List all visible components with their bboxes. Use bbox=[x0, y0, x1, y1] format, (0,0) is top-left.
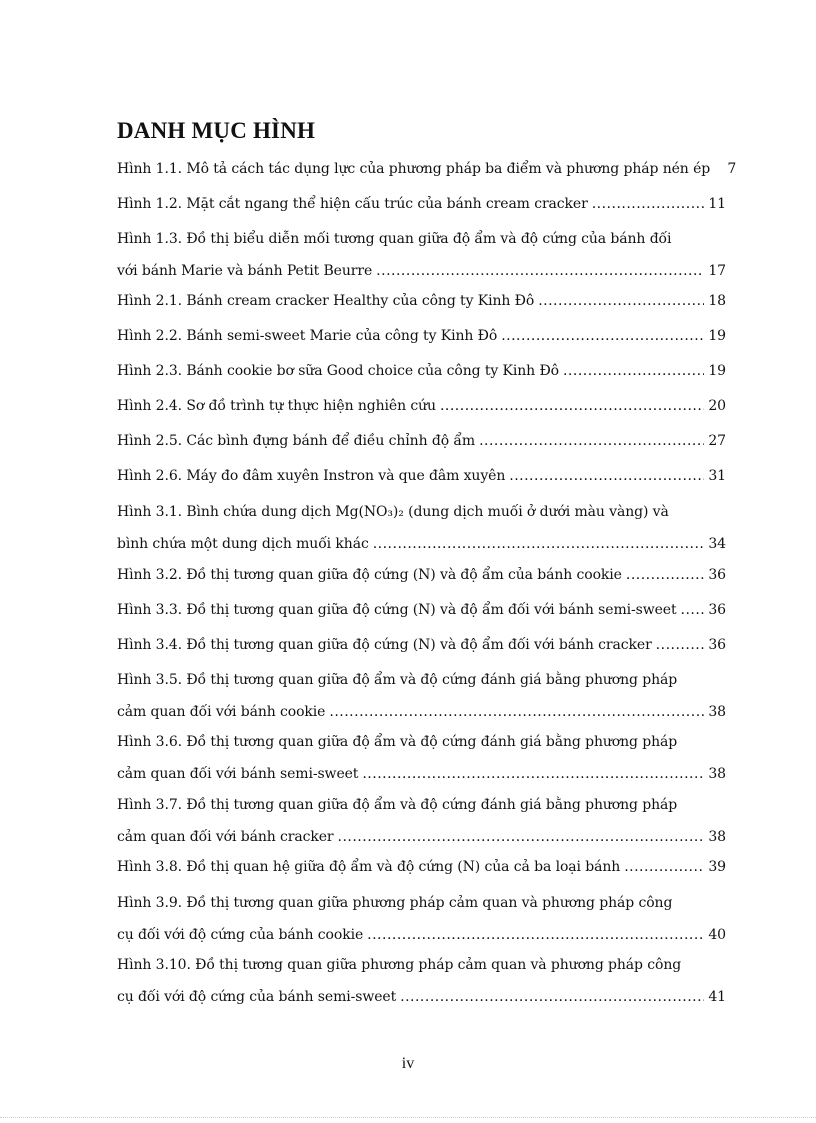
figure-entry-page: 34 bbox=[708, 535, 726, 552]
figure-entry bbox=[117, 727, 726, 790]
figure-entry bbox=[117, 888, 726, 951]
figure-entry-text: Hình 1.3. Đồ thị biểu diễn mối tương quan giữa độ ẩm và độ cứng của bánh đối bbox=[117, 231, 672, 247]
page-bottom-edge bbox=[0, 1117, 816, 1118]
figure-entry bbox=[117, 665, 726, 728]
figure-entry bbox=[117, 321, 726, 353]
figure-entry-page: 36 bbox=[708, 567, 726, 583]
dot-leader bbox=[400, 982, 704, 1014]
dot-leader bbox=[501, 321, 704, 353]
figure-entry-text: Hình 3.4. Đồ thị tương quan giữa độ cứng (N) và độ ẩm đối với bánh cracker bbox=[117, 637, 652, 653]
figure-entry-text: Hình 3.3. Đồ thị tương quan giữa độ cứng (N) và độ ẩm đối với bánh semi-sweet bbox=[117, 602, 677, 618]
figure-entry bbox=[117, 630, 726, 662]
figure-entry-text: Hình 3.7. Đồ thị tương quan giữa độ ẩm và độ cứng đánh giá bằng phương pháp bbox=[117, 797, 678, 813]
figure-entry-text: cảm quan đối với bánh cracker bbox=[117, 828, 334, 845]
figure-entry bbox=[117, 189, 726, 221]
figure-entry bbox=[117, 497, 726, 560]
figure-entry bbox=[117, 461, 726, 493]
dot-leader bbox=[538, 286, 704, 318]
figure-entry bbox=[117, 595, 726, 627]
figure-entry bbox=[117, 790, 726, 853]
figure-entry-page: 38 bbox=[708, 703, 726, 720]
dot-leader bbox=[440, 391, 704, 423]
figure-entry-text: Hình 3.6. Đồ thị tương quan giữa độ ẩm và độ cứng đánh giá bằng phương pháp bbox=[117, 734, 678, 750]
figure-entry-text: bình chứa một dung dịch muối khác bbox=[117, 535, 369, 552]
figure-entry-text: Hình 1.2. Mặt cắt ngang thể hiện cấu trúc của bánh cream cracker bbox=[117, 196, 588, 212]
figure-entry-page: 27 bbox=[708, 433, 726, 449]
figure-entry-text: Hình 3.1. Bình chứa dung dịch Mg(NO₃)₂ (dung dịch muối ở dưới màu vàng) và bbox=[117, 504, 669, 520]
dot-leader bbox=[367, 920, 704, 952]
figure-entry bbox=[117, 950, 726, 1013]
dot-leader bbox=[373, 529, 704, 561]
figure-entry-text: Hình 3.9. Đồ thị tương quan giữa phương pháp cảm quan và phương pháp công bbox=[117, 895, 673, 911]
dot-leader bbox=[509, 461, 704, 493]
dot-leader bbox=[592, 189, 704, 221]
figure-entry-page: 38 bbox=[708, 828, 726, 845]
figure-entry-page: 19 bbox=[708, 328, 726, 344]
page-title: DANH MỤC HÌNH bbox=[117, 118, 316, 143]
figure-entry-text: Hình 3.8. Đồ thị quan hệ giữa độ ẩm và độ cứng (N) của cả ba loại bánh bbox=[117, 859, 621, 875]
figure-entry-text: Hình 3.10. Đồ thị tương quan giữa phương pháp cảm quan và phương pháp công bbox=[117, 957, 682, 973]
figure-entry-text: cụ đối với độ cứng của bánh cookie bbox=[117, 926, 364, 943]
figure-entry bbox=[117, 356, 726, 388]
figure-entry-page: 31 bbox=[708, 468, 726, 484]
figure-entry-page: 18 bbox=[708, 293, 726, 309]
dot-leader bbox=[338, 822, 705, 854]
figure-entry-page: 40 bbox=[708, 926, 726, 943]
figure-entry-page: 7 bbox=[727, 161, 737, 177]
figure-entry bbox=[117, 426, 726, 458]
dot-leader bbox=[362, 759, 704, 791]
figure-entry bbox=[117, 852, 726, 884]
figure-entry-text: Hình 1.1. Mô tả cách tác dụng lực của phương pháp ba điểm và phương pháp nén ép bbox=[117, 161, 711, 177]
figure-entry-text: Hình 2.5. Các bình đựng bánh để điều chỉnh độ ẩm bbox=[117, 433, 476, 449]
dot-leader bbox=[656, 630, 704, 662]
figure-entry-page: 17 bbox=[708, 262, 726, 279]
figure-entry-text: Hình 2.4. Sơ đồ trình tự thực hiện nghiên cứu bbox=[117, 398, 436, 414]
dot-leader bbox=[681, 595, 705, 627]
figure-entry bbox=[117, 391, 726, 423]
dot-leader bbox=[626, 560, 704, 592]
figure-entry bbox=[117, 224, 726, 287]
figure-entry-text: Hình 2.2. Bánh semi-sweet Marie của công ty Kinh Đô bbox=[117, 328, 498, 344]
dot-leader bbox=[624, 852, 704, 884]
figure-entry-text: Hình 2.3. Bánh cookie bơ sữa Good choice của công ty Kinh Đô bbox=[117, 363, 559, 379]
figure-entry-page: 20 bbox=[708, 398, 726, 414]
figure-entry-text: với bánh Marie và bánh Petit Beurre bbox=[117, 262, 373, 279]
dot-leader bbox=[479, 426, 704, 458]
figure-entry-text: Hình 2.1. Bánh cream cracker Healthy của công ty Kinh Đô bbox=[117, 293, 535, 309]
dot-leader bbox=[376, 256, 704, 288]
figure-entry-text: Hình 2.6. Máy đo đâm xuyên Instron và que đâm xuyên bbox=[117, 468, 506, 484]
figure-entry bbox=[117, 560, 726, 592]
figure-entry-page: 38 bbox=[708, 765, 726, 782]
dot-leader bbox=[563, 356, 704, 388]
figure-entry-text: cảm quan đối với bánh semi-sweet bbox=[117, 765, 359, 782]
figure-entry-page: 19 bbox=[708, 363, 726, 379]
figure-entry-page: 36 bbox=[708, 637, 726, 653]
figure-entry-text: cảm quan đối với bánh cookie bbox=[117, 703, 326, 720]
figure-entry bbox=[117, 286, 726, 318]
figure-entry-page: 39 bbox=[708, 859, 726, 875]
figure-entry-page: 11 bbox=[708, 196, 726, 212]
figure-entry-page: 41 bbox=[708, 988, 726, 1005]
figure-entry-text: Hình 3.5. Đồ thị tương quan giữa độ ẩm và độ cứng đánh giá bằng phương pháp bbox=[117, 672, 678, 688]
figure-entry bbox=[117, 154, 737, 186]
dot-leader bbox=[329, 697, 704, 729]
figure-entry-text: cụ đối với độ cứng của bánh semi-sweet bbox=[117, 988, 397, 1005]
figure-entry-text: Hình 3.2. Đồ thị tương quan giữa độ cứng (N) và độ ẩm của bánh cookie bbox=[117, 567, 622, 583]
page-number: iv bbox=[401, 1055, 415, 1072]
figure-entry-page: 36 bbox=[708, 602, 726, 618]
